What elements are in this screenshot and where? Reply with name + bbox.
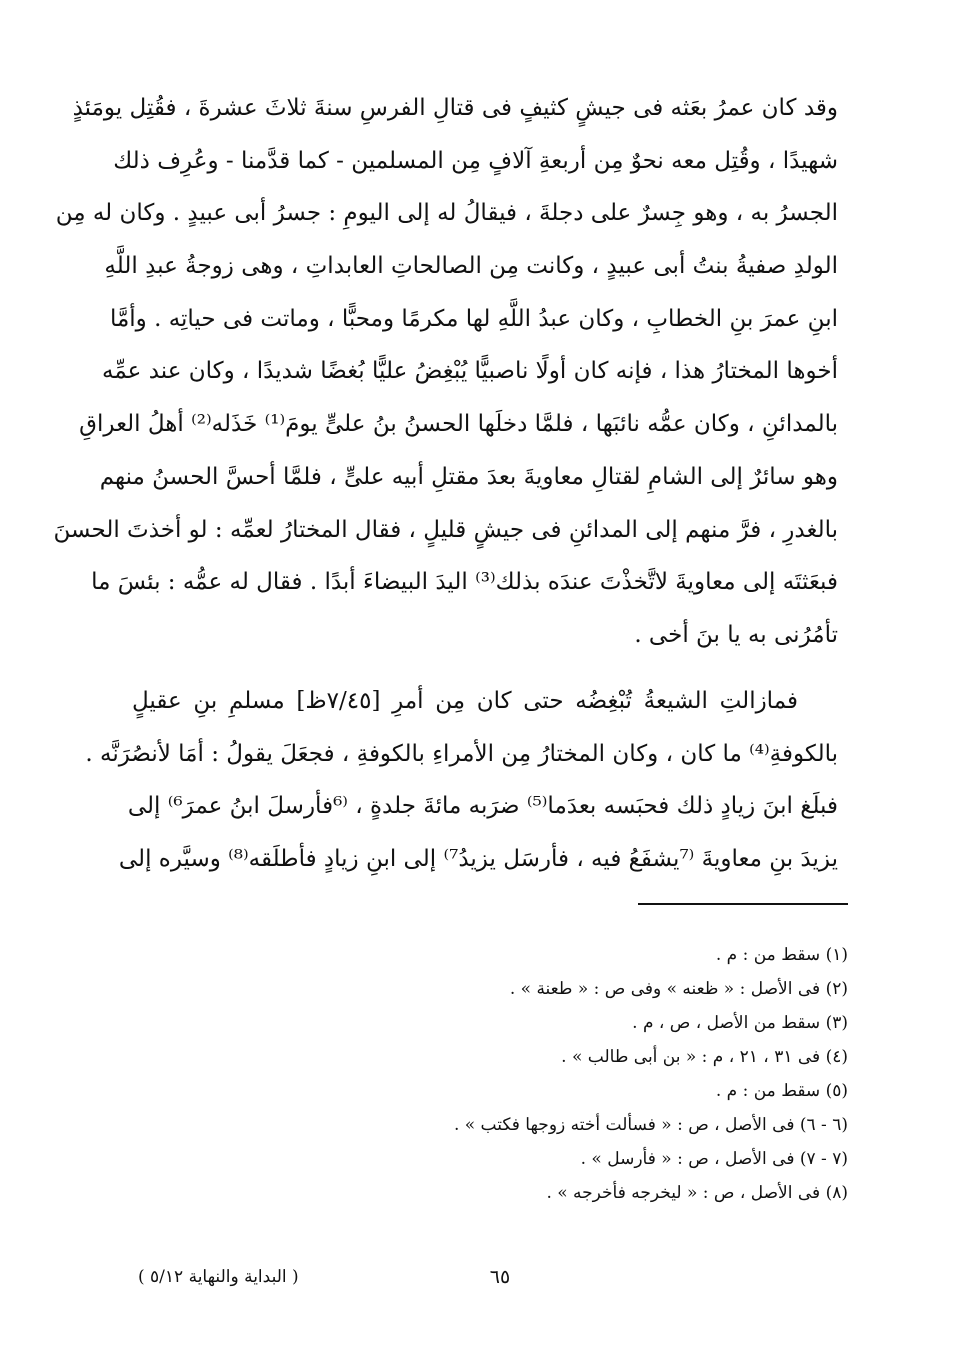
text-line: أخوها المختارُ هذا ، فإنه كان أولًا ناصبيًّا يُبْغِضُ عليًّا بُغضًا شديدًا ، وكان عند عمِّه bbox=[102, 358, 838, 385]
text-line: يزيدَ بنِ معاويةَ ⁽⁷يشفَعُ فيه ، فأرسَل يزيدُ⁷⁾ إلى ابنِ زيادٍ فأطلَقه⁽⁸⁾ وسيَّره إلى bbox=[118, 846, 838, 873]
text-line: بالمدائنِ ، وكان عمُّه نائبَها ، فلمَّا دخلَها الحسنُ بنُ علىٍّ يومَ⁽¹⁾ خَذَله⁽²⁾ أهلُ العراقِ bbox=[79, 411, 838, 438]
text-line: شهيدًا ، وقُتِل معه نحوٌ مِن أربعةِ آلافٍ مِن المسلمين - كما قدَّمنا - وعُرِف ذلك bbox=[113, 147, 838, 174]
text-line: بالكوفةِ⁽⁴⁾ ما كان ، وكان المختارُ مِن الأمراءِ بالكوفةِ ، فجعَلَ يقولُ : أمَا لأنصُرَنَّه . bbox=[85, 740, 838, 767]
text-line: ابنِ عمرَ بنِ الخطابِ ، وكان عبدُ اللَّهِ لها مكرمًا ومحبًّا ، وماتت فى حياتِه . وأمَّا bbox=[109, 305, 838, 332]
footnote: (٦ - ٦) فى الأصل ، ص : « فسألت أخته زوجها فكتب » . bbox=[453, 1115, 848, 1135]
text-line: وهو سائرٌ إلى الشامِ لقتالِ معاويةَ بعدَ مقتلِ أبيه علىٍّ ، فلمَّا أحسَّ الحسنُ منهم bbox=[99, 463, 838, 490]
page-number: ٦٥ bbox=[489, 1266, 511, 1288]
text-line: الولدِ صفيةُ بنتُ أبى عبيدٍ ، وكانت مِن الصالحاتِ العابداتِ ، وهى زوجةُ عبدِ اللَّهِ bbox=[104, 253, 838, 280]
footnote: (٧ - ٧) فى الأصل ، ص : « فأرسل » . bbox=[580, 1149, 848, 1169]
main-paragraph bbox=[53, 82, 838, 662]
text-line: وقد كان عمرُ بعَثه فى جيشٍ كثيفٍ فى قتالِ الفرسِ سنةَ ثلاثَ عشرةَ ، فقُتِل يومَئذٍ bbox=[72, 95, 838, 121]
footnotes bbox=[300, 938, 848, 1210]
footnote: (٢) فى الأصل : « ظعنه » وفى ص : « طعنة » . bbox=[509, 979, 848, 999]
footnote: (٣) سقط من الأصل ، ص ، م . bbox=[632, 1013, 848, 1033]
text-line: بالغدرِ ، فرَّ منهم إلى المدائنِ فى جيشٍ قليلٍ ، فقال المختارُ لعمِّه : لو أخذتَ الحسنَ bbox=[53, 516, 838, 543]
text-line: فبعَثتَه إلى معاويةَ لاتَّخذْتَ عندَه بذلك⁽³⁾ اليدَ البيضاءَ أبدًا . فقال له عمُّه : بئسَ ما bbox=[91, 569, 838, 596]
footnote: (٤) فى ٣١ ، ٢١ ، م : « بن أبى طالب » . bbox=[561, 1047, 848, 1067]
footnote: (٨) فى الأصل ، ص : « ليخرجه فأخرجه » . bbox=[546, 1183, 848, 1203]
footnote-separator bbox=[638, 903, 848, 905]
footnote: (١) سقط من : م . bbox=[715, 945, 848, 965]
text-line: فبلَغ ابنَ زيادٍ ذلك فحبَسه بعدَما⁽⁵⁾ ضرَبه مائةَ جلدةٍ ، ⁽⁶فأرسلَ ابنُ عمرَ⁶⁾ إلى bbox=[127, 793, 838, 820]
footer-reference: ( البداية والنهاية ٥/١٢ ) bbox=[138, 1267, 299, 1287]
footnote: (٥) سقط من : م . bbox=[715, 1081, 848, 1101]
text-line: الجسرُ به ، وهو جِسرٌ على دجلةَ ، فيقالُ له إلى اليومِ : جسرُ أبى عبيدٍ . وكان له مِن bbox=[55, 200, 838, 227]
text-line: فمازالتِ الشيعةُ تُبْغِضُه حتى كان مِن أمرِ [٧/٤٥ظ] مسلمِ بنِ عقيلٍ bbox=[132, 688, 798, 714]
second-paragraph bbox=[85, 675, 838, 886]
text-line: تأمُرُنى به يا بنَ أخى . bbox=[634, 621, 838, 648]
